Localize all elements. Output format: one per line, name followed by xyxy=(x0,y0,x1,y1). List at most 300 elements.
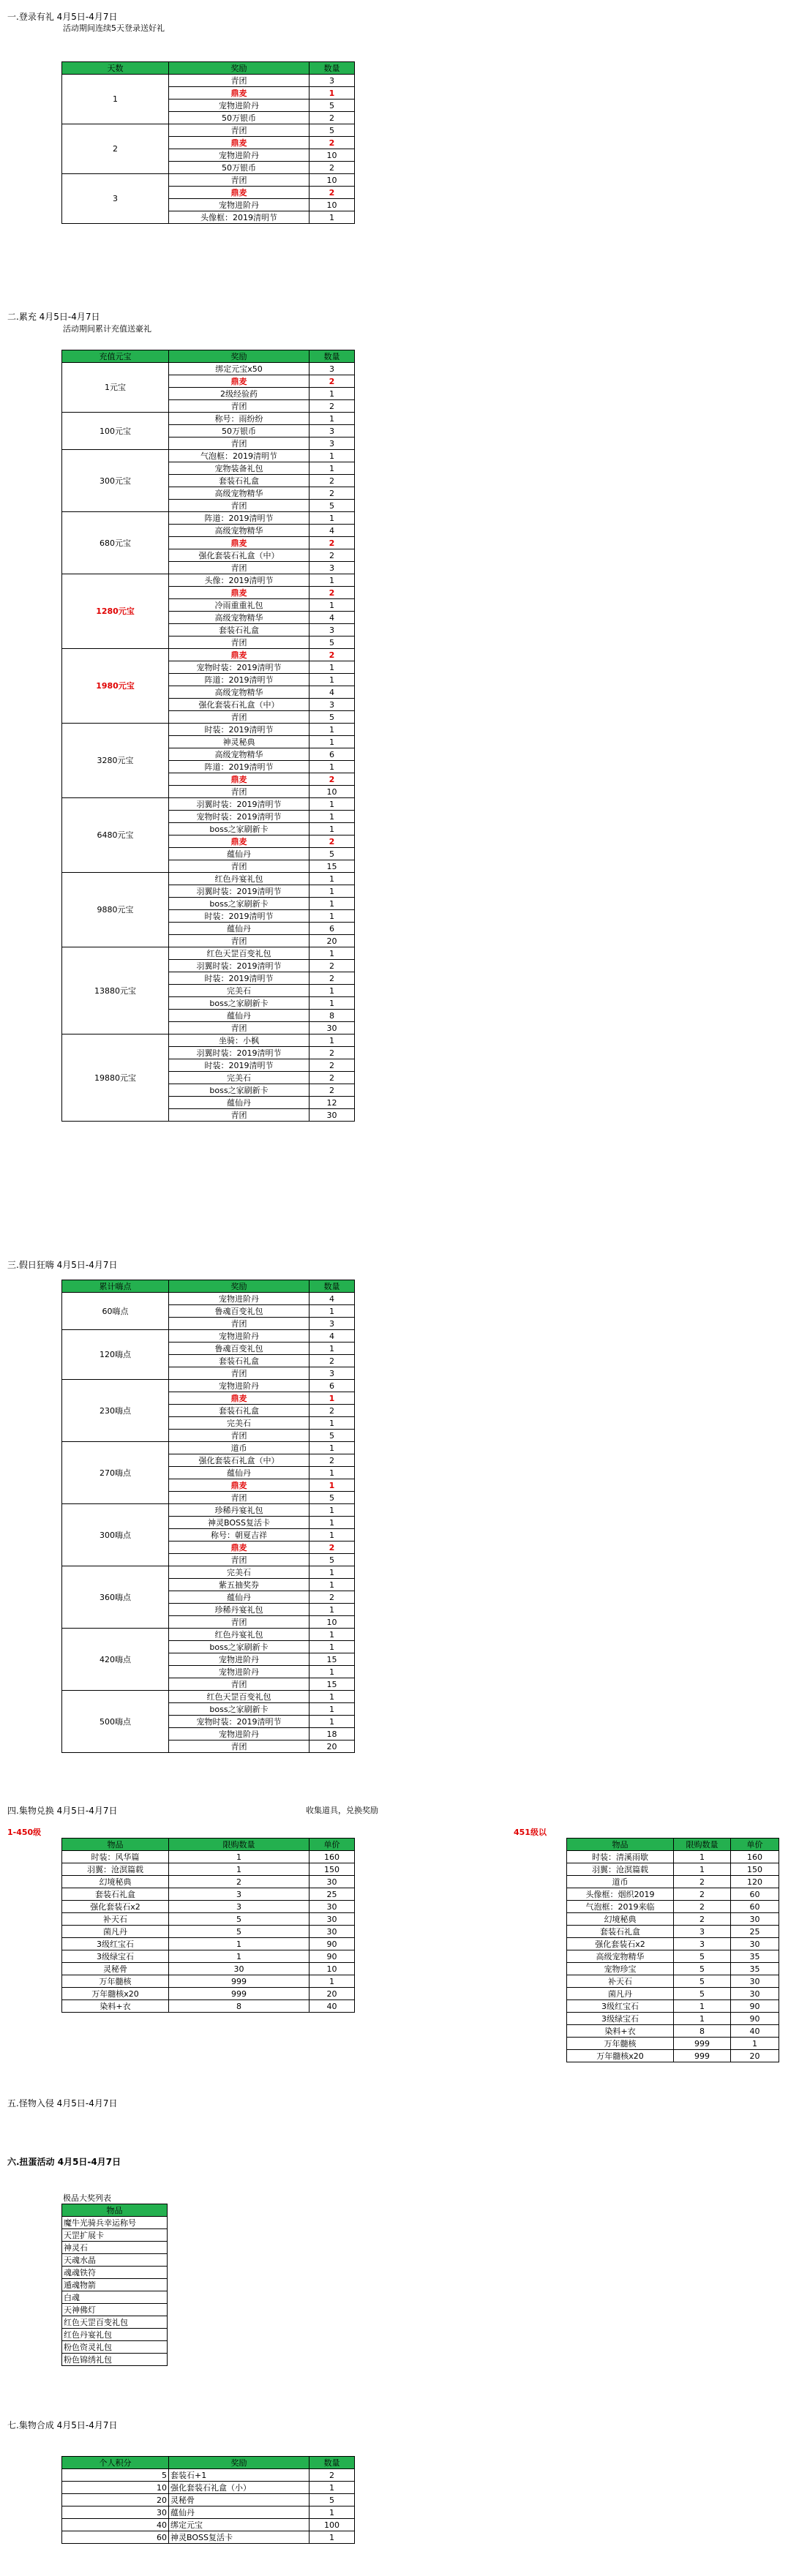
reward-name: 青团 xyxy=(169,1554,310,1566)
column-header: 奖励 xyxy=(169,2457,310,2469)
table-row xyxy=(62,1330,355,1343)
table-cell: 8 xyxy=(674,2025,731,2038)
reward-quantity: 2 xyxy=(310,1084,355,1097)
reward-quantity: 1 xyxy=(310,1579,355,1591)
reward-name: boss之家刷新卡 xyxy=(169,1641,310,1653)
table-cell: 染料+衣 xyxy=(62,2000,169,2013)
table-cell: 5 xyxy=(169,1913,310,1926)
reward-quantity: 1 xyxy=(310,985,355,997)
reward-quantity: 2 xyxy=(310,487,355,500)
reward-name: boss之家刷新卡 xyxy=(169,823,310,835)
reward-quantity: 1 xyxy=(310,462,355,475)
table-row xyxy=(62,1888,355,1901)
table-cell: 30 xyxy=(731,1938,779,1950)
table-cell: 999 xyxy=(169,1988,310,2000)
reward-quantity: 2 xyxy=(310,1542,355,1554)
column-header: 充值元宝 xyxy=(62,350,169,363)
reward-name: boss之家刷新卡 xyxy=(169,997,310,1010)
table-cell: 2 xyxy=(310,2469,355,2482)
table-row xyxy=(62,2531,355,2544)
table-cell: 染料+衣 xyxy=(567,2025,674,2038)
tier-label: 300元宝 xyxy=(62,450,169,512)
reward-name: 青团 xyxy=(169,75,310,87)
tier-label: 420嗨点 xyxy=(62,1629,169,1691)
reward-name: 羽翼时装：2019清明节 xyxy=(169,798,310,811)
table-cell: 30 xyxy=(169,1963,310,1975)
reward-quantity: 1 xyxy=(310,873,355,885)
reward-quantity: 5 xyxy=(310,1492,355,1504)
reward-name: 套装石礼盒 xyxy=(169,624,310,637)
table-row xyxy=(567,2025,779,2038)
column-header: 物品 xyxy=(62,2204,168,2217)
reward-name: 青团 xyxy=(169,1430,310,1442)
table-cell: 2 xyxy=(674,1876,731,1888)
reward-quantity: 1 xyxy=(310,761,355,773)
reward-name: 阵道：2019清明节 xyxy=(169,512,310,525)
reward-quantity: 2 xyxy=(310,972,355,985)
table-header-row xyxy=(62,350,355,363)
reward-quantity: 1 xyxy=(310,1467,355,1479)
reward-quantity: 18 xyxy=(310,1728,355,1741)
table-cell: 60 xyxy=(731,1888,779,1901)
reward-quantity: 10 xyxy=(310,174,355,187)
reward-quantity: 3 xyxy=(310,363,355,375)
table-cell: 3 xyxy=(169,1888,310,1901)
section-1-subtitle: 活动期间连续5天登录送好礼 xyxy=(63,23,165,33)
reward-quantity: 2 xyxy=(310,773,355,786)
reward-name: 宠物进阶丹 xyxy=(169,199,310,211)
reward-name: 宠物进阶丹 xyxy=(169,1380,310,1392)
table-row xyxy=(62,2482,355,2494)
table-cell: 35 xyxy=(731,1950,779,1963)
table-cell: 1 xyxy=(310,2506,355,2519)
holiday-reward-table xyxy=(61,1280,355,1753)
reward-name: 鼎麦 xyxy=(169,137,310,149)
table-cell: 5 xyxy=(674,1975,731,1988)
reward-name: 鼎麦 xyxy=(169,375,310,388)
table-cell: 90 xyxy=(731,2000,779,2013)
reward-name: 红色天罡百变礼包 xyxy=(169,947,310,960)
reward-quantity: 1 xyxy=(310,599,355,612)
reward-name: 时装：2019清明节 xyxy=(169,1059,310,1072)
table-cell: 30 xyxy=(62,2506,169,2519)
table-row xyxy=(62,1851,355,1863)
reward-quantity: 2 xyxy=(310,835,355,848)
reward-quantity: 1 xyxy=(310,1343,355,1355)
table-row xyxy=(62,1876,355,1888)
prize-name: 天神佛灯 xyxy=(62,2304,168,2316)
table-cell: 10 xyxy=(62,2482,169,2494)
prize-name: 天罡扩展卡 xyxy=(62,2229,168,2242)
table-row xyxy=(567,1901,779,1913)
reward-name: 羽翼时装：2019清明节 xyxy=(169,960,310,972)
reward-quantity: 1 xyxy=(310,512,355,525)
table-cell: 3级红宝石 xyxy=(567,2000,674,2013)
table-cell: 3 xyxy=(674,1938,731,1950)
reward-name: 蕴仙丹 xyxy=(169,923,310,935)
reward-name: 气泡框：2019清明节 xyxy=(169,450,310,462)
table-cell: 8 xyxy=(169,2000,310,2013)
reward-quantity: 1 xyxy=(310,898,355,910)
reward-quantity: 1 xyxy=(310,1641,355,1653)
table-row xyxy=(62,1975,355,1988)
table-cell: 30 xyxy=(310,1876,355,1888)
table-cell: 1 xyxy=(310,1975,355,1988)
table-header-row xyxy=(62,1280,355,1293)
prize-name: 红色丹宴礼包 xyxy=(62,2329,168,2341)
reward-name: 鼎麦 xyxy=(169,537,310,549)
reward-name: 鼎麦 xyxy=(169,649,310,661)
reward-quantity: 1 xyxy=(310,1716,355,1728)
table-row xyxy=(567,1888,779,1901)
reward-name: 50万银币 xyxy=(169,112,310,124)
reward-quantity: 3 xyxy=(310,1367,355,1380)
table-cell: 2 xyxy=(169,1876,310,1888)
table-cell: 时装：清溪雨歇 xyxy=(567,1851,674,1863)
reward-name: 蕴仙丹 xyxy=(169,848,310,860)
reward-name: 青团 xyxy=(169,174,310,187)
column-header: 奖励 xyxy=(169,350,310,363)
reward-name: 青团 xyxy=(169,1741,310,1753)
column-header: 限购数量 xyxy=(674,1839,731,1851)
reward-quantity: 1 xyxy=(310,1629,355,1641)
reward-name: 宠物进阶丹 xyxy=(169,1330,310,1343)
table-row xyxy=(62,724,355,736)
table-row xyxy=(62,2469,355,2482)
table-cell: 30 xyxy=(310,1926,355,1938)
reward-name: 鼎麦 xyxy=(169,87,310,99)
reward-name: 高级宠物精华 xyxy=(169,748,310,761)
reward-quantity: 1 xyxy=(310,661,355,674)
reward-quantity: 2 xyxy=(310,1454,355,1467)
reward-name: 阵道：2019清明节 xyxy=(169,674,310,686)
table-header-row xyxy=(62,2204,168,2217)
tier-label: 60嗨点 xyxy=(62,1293,169,1330)
gacha-caption: 极品大奖列表 xyxy=(63,2193,111,2203)
reward-name: 宠物时装：2019清明节 xyxy=(169,811,310,823)
tier-label: 1280元宝 xyxy=(62,574,169,649)
table-cell: 1 xyxy=(169,1851,310,1863)
reward-name: 宠物进阶丹 xyxy=(169,99,310,112)
reward-quantity: 2 xyxy=(310,1047,355,1059)
table-row xyxy=(62,2000,355,2013)
tier-label: 2 xyxy=(62,124,169,174)
reward-name: 青团 xyxy=(169,786,310,798)
column-header: 数量 xyxy=(310,1280,355,1293)
table-cell: 150 xyxy=(731,1863,779,1876)
reward-quantity: 30 xyxy=(310,1022,355,1034)
reward-name: 时装：2019清明节 xyxy=(169,724,310,736)
reward-name: 红色天罡百变礼包 xyxy=(169,1691,310,1703)
table-cell: 90 xyxy=(310,1938,355,1950)
reward-quantity: 1 xyxy=(310,450,355,462)
column-header: 奖励 xyxy=(169,62,310,75)
table-cell: 万年髓核 xyxy=(62,1975,169,1988)
reward-name: 宠物时装：2019清明节 xyxy=(169,661,310,674)
reward-quantity: 6 xyxy=(310,1380,355,1392)
column-header: 物品 xyxy=(567,1839,674,1851)
table-row xyxy=(62,1938,355,1950)
table-cell: 幻境秘典 xyxy=(567,1913,674,1926)
reward-quantity: 1 xyxy=(310,1691,355,1703)
reward-quantity: 5 xyxy=(310,1554,355,1566)
reward-quantity: 10 xyxy=(310,199,355,211)
tier-label: 360嗨点 xyxy=(62,1566,169,1629)
tier-label: 680元宝 xyxy=(62,512,169,574)
reward-quantity: 2 xyxy=(310,162,355,174)
reward-name: 鼎麦 xyxy=(169,1392,310,1405)
reward-quantity: 3 xyxy=(310,1318,355,1330)
table-row xyxy=(567,1950,779,1963)
table-cell: 头像框：烟织2019 xyxy=(567,1888,674,1901)
table-header-row xyxy=(62,1839,355,1851)
reward-quantity: 12 xyxy=(310,1097,355,1109)
reward-quantity: 6 xyxy=(310,923,355,935)
reward-name: boss之家刷新卡 xyxy=(169,1084,310,1097)
prize-name: 魔牛光骑兵幸运称号 xyxy=(62,2217,168,2229)
table-cell: 35 xyxy=(731,1963,779,1975)
column-header: 个人积分 xyxy=(62,2457,169,2469)
reward-quantity: 20 xyxy=(310,935,355,947)
reward-name: 完美石 xyxy=(169,1072,310,1084)
tier-label: 6480元宝 xyxy=(62,798,169,873)
table-cell: 套装石礼盒 xyxy=(567,1926,674,1938)
table-row xyxy=(62,574,355,587)
table-cell: 5 xyxy=(674,1963,731,1975)
table-cell: 菌凡丹 xyxy=(567,1988,674,2000)
reward-quantity: 2 xyxy=(310,1072,355,1084)
gacha-prize-table xyxy=(61,2204,168,2366)
table-row xyxy=(567,2013,779,2025)
reward-name: 头像框：2019清明节 xyxy=(169,211,310,224)
table-row xyxy=(567,1988,779,2000)
table-row xyxy=(62,2242,168,2254)
reward-quantity: 1 xyxy=(310,87,355,99)
reward-name: 强化套装石礼盒（中） xyxy=(169,1454,310,1467)
table-cell: 套装石+1 xyxy=(169,2469,310,2482)
table-cell: 2 xyxy=(674,1913,731,1926)
table-cell: 20 xyxy=(731,2050,779,2062)
table-cell: 灵秘骨 xyxy=(62,1963,169,1975)
recharge-reward-table xyxy=(61,350,355,1122)
table-row xyxy=(62,75,355,87)
table-row xyxy=(62,1863,355,1876)
reward-quantity: 2 xyxy=(310,1591,355,1604)
reward-name: 强化套装石礼盒（中） xyxy=(169,699,310,711)
table-cell: 3级红宝石 xyxy=(62,1938,169,1950)
column-header: 奖励 xyxy=(169,1280,310,1293)
table-row xyxy=(62,2217,168,2229)
reward-quantity: 1 xyxy=(310,674,355,686)
reward-quantity: 1 xyxy=(310,811,355,823)
tier-label: 120嗨点 xyxy=(62,1330,169,1380)
prize-name: 遁魂物箭 xyxy=(62,2279,168,2291)
reward-name: 羽翼时装：2019清明节 xyxy=(169,885,310,898)
reward-quantity: 15 xyxy=(310,860,355,873)
table-cell: 强化套装石x2 xyxy=(567,1938,674,1950)
table-row xyxy=(62,1691,355,1703)
reward-quantity: 2 xyxy=(310,960,355,972)
reward-name: 套装石礼盒 xyxy=(169,1355,310,1367)
reward-quantity: 2 xyxy=(310,587,355,599)
level-range-right: 451级以 xyxy=(514,1828,547,1837)
reward-quantity: 15 xyxy=(310,1653,355,1666)
reward-quantity: 1 xyxy=(310,1504,355,1517)
table-row xyxy=(567,1851,779,1863)
reward-quantity: 3 xyxy=(310,75,355,87)
reward-quantity: 1 xyxy=(310,211,355,224)
reward-name: 冷雨重重礼包 xyxy=(169,599,310,612)
prize-name: 神灵石 xyxy=(62,2242,168,2254)
table-cell: 补天石 xyxy=(62,1913,169,1926)
reward-name: 50万银币 xyxy=(169,162,310,174)
table-cell: 强化套装石x2 xyxy=(62,1901,169,1913)
reward-name: 称号：雨纷纷 xyxy=(169,413,310,425)
table-cell: 3 xyxy=(169,1901,310,1913)
reward-name: 青团 xyxy=(169,860,310,873)
reward-quantity: 4 xyxy=(310,525,355,537)
reward-quantity: 10 xyxy=(310,786,355,798)
login-reward-table xyxy=(61,61,355,224)
reward-name: 宠物进阶丹 xyxy=(169,149,310,162)
table-row xyxy=(62,1293,355,1305)
reward-name: 青团 xyxy=(169,1678,310,1691)
table-cell: 5 xyxy=(310,2494,355,2506)
table-cell: 1 xyxy=(169,1863,310,1876)
reward-name: 红色丹宴礼包 xyxy=(169,1629,310,1641)
table-row xyxy=(62,2254,168,2267)
reward-name: 完美石 xyxy=(169,1417,310,1430)
reward-quantity: 1 xyxy=(310,1417,355,1430)
prize-name: 红色天罡百变礼包 xyxy=(62,2316,168,2329)
table-cell: 30 xyxy=(310,1901,355,1913)
reward-name: 时装：2019清明节 xyxy=(169,910,310,923)
reward-name: 青团 xyxy=(169,1492,310,1504)
reward-name: 红色丹宴礼包 xyxy=(169,873,310,885)
reward-name: 神灵BOSS复活卡 xyxy=(169,1517,310,1529)
reward-quantity: 5 xyxy=(310,500,355,512)
reward-quantity: 2 xyxy=(310,1405,355,1417)
reward-quantity: 5 xyxy=(310,711,355,724)
synthesis-reward-table xyxy=(61,2456,355,2544)
reward-name: 青团 xyxy=(169,124,310,137)
reward-name: 宠物进阶丹 xyxy=(169,1666,310,1678)
table-row xyxy=(62,2291,168,2304)
tier-label: 3280元宝 xyxy=(62,724,169,798)
reward-quantity: 4 xyxy=(310,1293,355,1305)
reward-name: 称号：朝夏吉祥 xyxy=(169,1529,310,1542)
table-row xyxy=(62,1988,355,2000)
reward-quantity: 1 xyxy=(310,947,355,960)
reward-name: 青团 xyxy=(169,500,310,512)
reward-name: 高级宠物精华 xyxy=(169,487,310,500)
reward-quantity: 1 xyxy=(310,1034,355,1047)
tier-label: 270嗨点 xyxy=(62,1442,169,1504)
table-cell: 万年髓核x20 xyxy=(567,2050,674,2062)
prize-name: 粉色锦绣礼包 xyxy=(62,2354,168,2366)
table-row xyxy=(62,873,355,885)
reward-name: 宠物装备礼包 xyxy=(169,462,310,475)
column-header: 数量 xyxy=(310,62,355,75)
table-row xyxy=(567,1926,779,1938)
reward-name: 鼎麦 xyxy=(169,1479,310,1492)
reward-name: 蕴仙丹 xyxy=(169,1097,310,1109)
reward-quantity: 1 xyxy=(310,1305,355,1318)
tier-label: 1元宝 xyxy=(62,363,169,413)
table-row xyxy=(62,2341,168,2354)
table-row xyxy=(567,2050,779,2062)
reward-quantity: 1 xyxy=(310,724,355,736)
reward-name: 珍稀丹宴礼包 xyxy=(169,1604,310,1616)
table-row xyxy=(62,2304,168,2316)
reward-name: 鼎麦 xyxy=(169,835,310,848)
reward-name: 青团 xyxy=(169,1318,310,1330)
table-cell: 2 xyxy=(674,1901,731,1913)
table-cell: 60 xyxy=(62,2531,169,2544)
tier-label: 3 xyxy=(62,174,169,224)
reward-name: 蕴仙丹 xyxy=(169,1010,310,1022)
table-cell: 120 xyxy=(731,1876,779,1888)
reward-name: 50万银币 xyxy=(169,425,310,438)
reward-name: boss之家刷新卡 xyxy=(169,1703,310,1716)
table-row xyxy=(62,124,355,137)
table-row xyxy=(62,1913,355,1926)
reward-quantity: 4 xyxy=(310,1330,355,1343)
section-6-title: 六.扭蛋活动 4月5日-4月7日 xyxy=(7,2157,121,2167)
table-row xyxy=(62,2354,168,2366)
reward-name: 鲁魂百变礼包 xyxy=(169,1343,310,1355)
reward-name: 鼎麦 xyxy=(169,773,310,786)
reward-name: 青团 xyxy=(169,935,310,947)
table-row xyxy=(62,1034,355,1047)
reward-name: boss之家刷新卡 xyxy=(169,898,310,910)
table-cell: 999 xyxy=(169,1975,310,1988)
prize-name: 白魂 xyxy=(62,2291,168,2304)
prize-name: 魂魂铁符 xyxy=(62,2267,168,2279)
reward-name: 道币 xyxy=(169,1442,310,1454)
table-cell: 5 xyxy=(62,2469,169,2482)
table-row xyxy=(62,363,355,375)
table-row xyxy=(567,1975,779,1988)
reward-quantity: 1 xyxy=(310,1529,355,1542)
table-row xyxy=(567,1863,779,1876)
reward-quantity: 1 xyxy=(310,574,355,587)
reward-quantity: 2 xyxy=(310,187,355,199)
reward-name: 神灵秘典 xyxy=(169,736,310,748)
reward-name: 阵道：2019清明节 xyxy=(169,761,310,773)
reward-quantity: 15 xyxy=(310,1678,355,1691)
table-cell: 2 xyxy=(674,1888,731,1901)
reward-quantity: 2 xyxy=(310,400,355,413)
reward-quantity: 4 xyxy=(310,612,355,624)
table-cell: 999 xyxy=(674,2050,731,2062)
table-cell: 灵秘骨 xyxy=(169,2494,310,2506)
table-cell: 1 xyxy=(169,1938,310,1950)
table-row xyxy=(62,649,355,661)
table-cell: 1 xyxy=(674,1863,731,1876)
reward-quantity: 3 xyxy=(310,562,355,574)
reward-quantity: 3 xyxy=(310,699,355,711)
reward-quantity: 1 xyxy=(310,1392,355,1405)
exchange-table-high xyxy=(566,1838,779,2062)
table-cell: 30 xyxy=(731,1975,779,1988)
reward-quantity: 20 xyxy=(310,1741,355,1753)
reward-name: 完美石 xyxy=(169,985,310,997)
table-cell: 3级绿宝石 xyxy=(62,1950,169,1963)
prize-name: 粉色资灵礼包 xyxy=(62,2341,168,2354)
table-cell: 道币 xyxy=(567,1876,674,1888)
reward-quantity: 2 xyxy=(310,649,355,661)
